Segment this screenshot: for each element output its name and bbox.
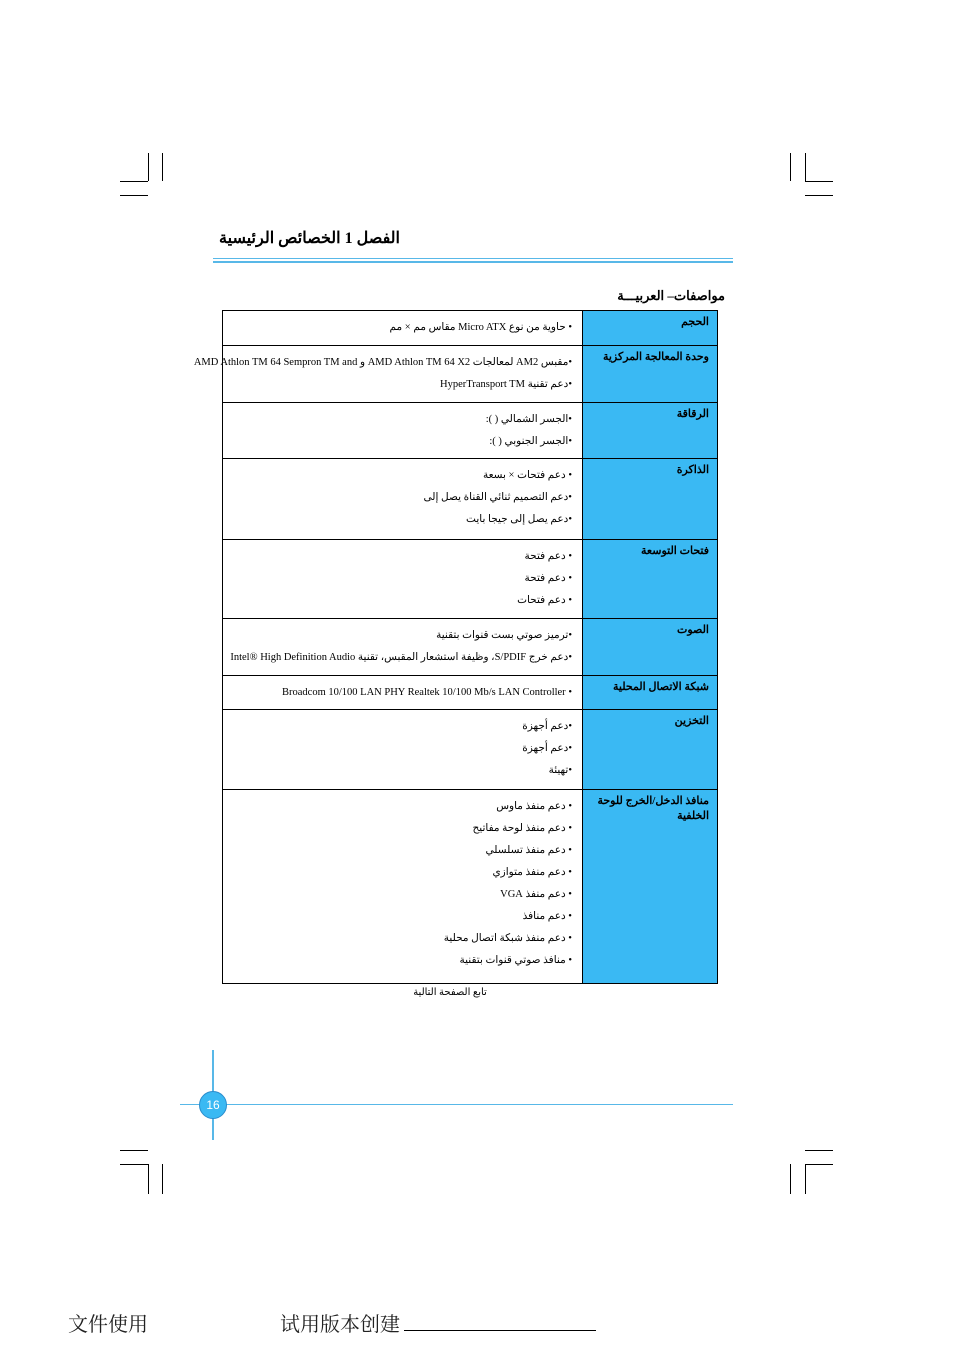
header-rule-thick: [213, 261, 733, 263]
spec-content: [223, 676, 583, 710]
spec-line: • دعم منافذ: [522, 911, 572, 922]
crop-mark: [805, 153, 806, 181]
spec-row: [223, 459, 718, 540]
spec-line: • دعم فتحات × بسعة: [482, 470, 572, 481]
section-subtitle: مواصفات– العربيـــة: [617, 288, 725, 303]
spec-row: [223, 311, 718, 346]
spec-content: [223, 403, 583, 459]
spec-label: الرقاقة: [583, 403, 718, 459]
spec-label: فتحات التوسعة: [583, 540, 718, 619]
watermark-right: 试用版本创建: [280, 1312, 400, 1336]
crop-mark: [120, 1150, 148, 1151]
spec-line: • حاوية من نوع Micro ATX مقاس مم × مم: [389, 322, 572, 333]
crop-mark: [790, 1164, 791, 1194]
header-rule: [213, 258, 733, 259]
spec-line: •دعم تقنية HyperTransport TM: [440, 379, 572, 390]
crop-mark: [148, 1164, 149, 1194]
spec-line: •مقبس AM2 لمعالجات AMD Athlon TM 64 X2 و AMD Athlon TM 64 Sempron TM and: [193, 357, 572, 368]
spec-label: منافذ الدخل/الخرج للوحة الخلفية: [583, 790, 718, 984]
spec-row: [223, 540, 718, 619]
spec-content: [223, 540, 583, 619]
crop-mark: [148, 153, 149, 181]
spec-row: [223, 346, 718, 403]
spec-line: •الجسر الشمالي ( ):: [485, 414, 572, 425]
spec-line: • دعم منفذ شبكة اتصال محلية: [443, 933, 572, 944]
spec-line: •الجسر الجنوبي ( ):: [489, 436, 572, 447]
spec-line: • دعم فتحات: [517, 595, 572, 606]
spec-label: وحدة المعالجة المركزية: [583, 346, 718, 403]
crop-mark: [805, 1164, 806, 1194]
spec-line: • دعم فتحة: [524, 573, 572, 584]
watermark-left: 文件使用: [68, 1312, 148, 1336]
page-number-badge: 16: [199, 1091, 227, 1119]
crop-mark: [805, 1150, 833, 1151]
spec-content: [193, 346, 583, 403]
spec-content: [223, 619, 583, 676]
watermark-underline: [404, 1330, 596, 1331]
crop-mark: [120, 195, 148, 196]
spec-content: [223, 311, 583, 346]
spec-line: •تهيئة: [548, 765, 572, 776]
spec-row: [223, 710, 718, 790]
crop-mark: [162, 153, 163, 181]
crop-mark: [120, 181, 148, 182]
spec-line: •دعم أجهزة: [522, 721, 572, 732]
spec-row: [223, 619, 718, 676]
chapter-title: الفصل 1 الخصائص الرئيسية: [219, 230, 400, 247]
spec-line: • دعم منفذ لوحة مفاتيح: [472, 823, 572, 834]
spec-table: [193, 310, 718, 984]
spec-content: [223, 790, 583, 984]
spec-row: [223, 403, 718, 459]
spec-line: •دعم التصميم ثنائي القناة يصل إلى: [423, 492, 572, 503]
spec-label: التخزين: [583, 710, 718, 790]
spec-label: الصوت: [583, 619, 718, 676]
crop-mark: [790, 153, 791, 181]
spec-label: شبكة الاتصال المحلية: [583, 676, 718, 710]
crop-mark: [120, 1164, 148, 1165]
spec-line: •دعم يصل إلى جيجا بايت: [466, 514, 572, 525]
crop-mark: [805, 181, 833, 182]
spec-content: [223, 459, 583, 540]
crop-mark: [805, 195, 833, 196]
spec-row: [223, 676, 718, 710]
continue-note: تابع الصفحة التالية: [413, 987, 487, 998]
spec-line: •دعم خرج S/PDIF، وظيفة استشعار المقبس، تقنية Intel® High Definition Audio: [230, 652, 572, 663]
spec-line: • دعم فتحة: [524, 551, 572, 562]
spec-label: الحجم: [583, 311, 718, 346]
spec-line: • منافذ صوتي قنوات بتقنية: [459, 955, 572, 966]
spec-line: •ترميز صوتي بست قنوات بتقنية: [436, 630, 572, 641]
spec-line: •دعم أجهزة: [522, 743, 572, 754]
crop-mark: [805, 1164, 833, 1165]
spec-line: • دعم منفذ ماوس: [496, 801, 572, 812]
crop-mark: [162, 1164, 163, 1194]
spec-line: • دعم منفذ متوازي: [492, 867, 572, 878]
spec-line: • دعم منفذ تسلسلي: [485, 845, 572, 856]
footer-horizontal-rule: [180, 1104, 733, 1105]
spec-line: • Broadcom 10/100 LAN PHY Realtek 10/100 Mb/s LAN Controller: [282, 687, 572, 698]
spec-content: [223, 710, 583, 790]
spec-line: • دعم منفذ VGA: [500, 889, 572, 900]
spec-row: [223, 790, 718, 984]
spec-label: الذاكرة: [583, 459, 718, 540]
